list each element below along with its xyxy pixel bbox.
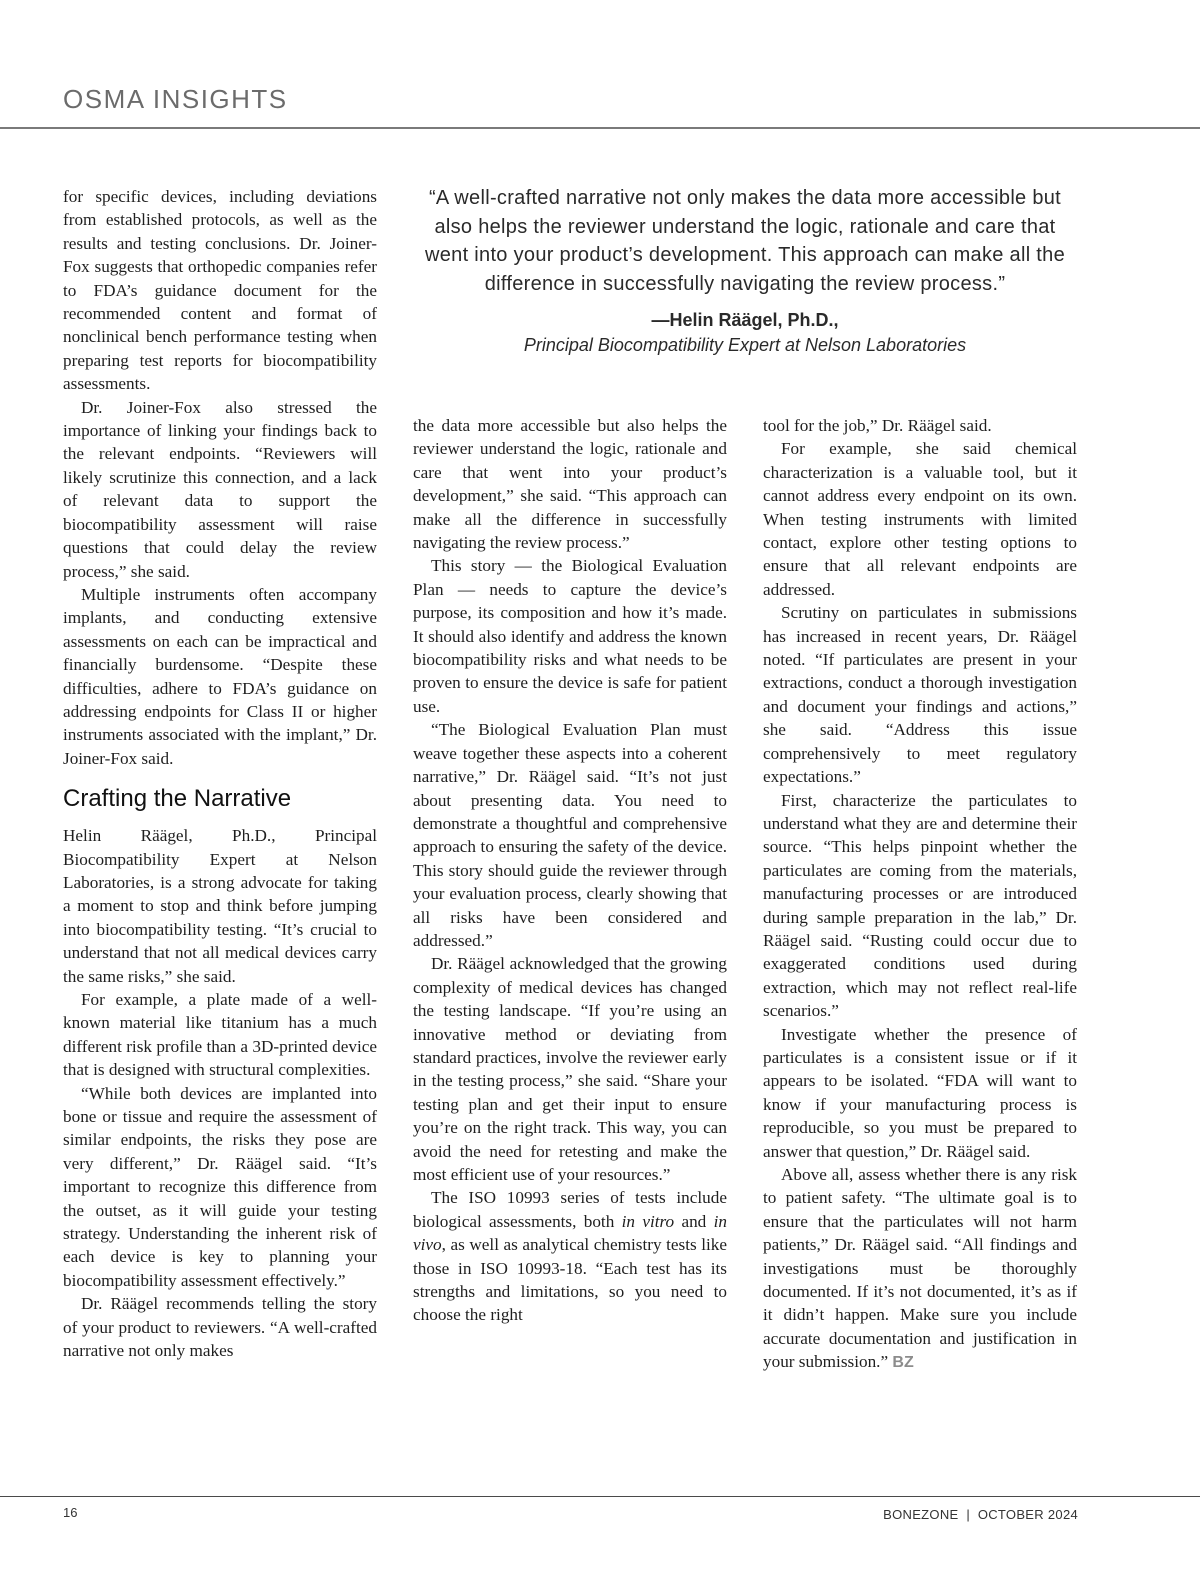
italic-term: in vivo (413, 1211, 727, 1255)
paragraph: Helin Räägel, Ph.D., Principal Biocompatibility Expert at Nelson Laboratories, is a strong advocate for taking a moment to stop and think before jumping into biocompatibility testing. “It’s crucial to understand that not all medical devices carry the same risks,” she said. (63, 826, 377, 986)
text-run: and (674, 1211, 714, 1231)
article-column-3 (763, 414, 1077, 1375)
text-run: The ISO 10993 series of tests include biological assessments, both (413, 1188, 727, 1231)
paragraph: Dr. Räägel acknowledged that the growing complexity of medical devices has changed the testing landscape. “If you’re using an innovative method or deviating from standard practices, involve the reviewer early in the testing process,” she said. “Share your testing plan and get their input to ensure you’re on the right track. This way, you can avoid the need for retesting and make the most efficient use of your resources.” (413, 954, 727, 1184)
paragraph: Scrutiny on particulates in submissions has increased in recent years, Dr. Räägel noted. “If particulates are present in your extractions, conduct a thorough investigation and document your findings and actions,” she said. “Address this issue comprehensively to meet regulatory expectations.” (763, 603, 1077, 787)
footer-divider (0, 1496, 1200, 1497)
pull-quote-author: —Helin Räägel, Ph.D., (651, 310, 839, 330)
paragraph: Multiple instruments often accompany implants, and conducting extensive assessments on each can be impractical and financially burdensome. “Despite these difficulties, adhere to FDA’s guidance on addressing endpoints for Class II or higher instruments associated with the implant,” Dr. Joiner-Fox said. (63, 584, 377, 768)
paragraph (413, 1186, 727, 1326)
end-mark: BZ (892, 1354, 914, 1372)
pull-quote-text: “A well-crafted narrative not only makes the data more accessible but also helps the reviewer understand the logic, rationale and care that went into your product’s development. This approach can make all the difference in successfully navigating the review process.” (424, 187, 1066, 295)
paragraph: the data more accessible but also helps the reviewer understand the logic, rationale and care that went into your product’s development,” she said. “This approach can make all the difference in successfully navigating the review process.” (413, 416, 727, 553)
paragraph: Dr. Joiner-Fox also stressed the importance of linking your findings back to the relevant endpoints. “Reviewers will likely scrutinize this connection, and a lack of relevant data to support the biocompatibility assessment will raise questions that could delay the review process,” she said. (63, 397, 377, 581)
article-column-1 (63, 185, 377, 1363)
paragraph: tool for the job,” Dr. Räägel said. (763, 416, 992, 435)
text-run: Above all, assess whether there is any risk to patient safety. “The ultimate goal is to ensure that the particulates will not harm patients,” Dr. Räägel said. “All findings and investigations must be thoroughly documented. If it’s not documented, it’s as if it didn’t happen. Make sure you include accurate documentation and justification in your submission.” (763, 1165, 1077, 1372)
text-run: , as well as analytical chemistry tests like those in ISO 10993-18. “Each test has its strengths and limitations, so you need to choose the right (413, 1235, 727, 1325)
paragraph: For example, a plate made of a well-known material like titanium has a much different risk profile than a 3D-printed device that is designed with structural complexities. (63, 990, 377, 1080)
paragraph: “The Biological Evaluation Plan must weave together these aspects into a coherent narrative,” Dr. Räägel said. “It’s not just about presenting data. You need to demonstrate a thoughtful and comprehensive approach to ensuring the safety of the device. This story should guide the reviewer through your evaluation process, clearly showing that all risks have been considered and addressed.” (413, 720, 727, 950)
italic-term: in vitro (621, 1211, 675, 1231)
pull-quote (413, 184, 1077, 358)
paragraph: This story — the Biological Evaluation Plan — needs to capture the device’s purpose, its composition and how it’s made. It should also identify and address the known biocompatibility risks and what needs to be proven to ensure the device is safe for patient use. (413, 556, 727, 716)
paragraph: for specific devices, including deviations from established protocols, as well as the results and testing conclusions. Dr. Joiner-Fox suggests that orthopedic companies refer to FDA’s guidance document for the recommended content and format of nonclinical bench performance testing when preparing test reports for biocompatibility assessments. (63, 187, 377, 394)
paragraph: First, characterize the particulates to understand what they are and determine their source. “This helps pinpoint whether the particulates are coming from the materials, manufacturing processes or are introduced during sample preparation in the lab,” Dr. Räägel said. “Rusting could occur due to exaggerated conditions used during extraction, which may not reflect real-life scenarios.” (763, 790, 1077, 1021)
paragraph: Investigate whether the presence of particulates is a consistent issue or if it appears to be isolated. “FDA will want to know if your manufacturing process is reproducible, so you must be prepared to answer that question,” Dr. Räägel said. (763, 1024, 1077, 1161)
section-title: OSMA INSIGHTS (63, 84, 288, 114)
paragraph: For example, she said chemical characterization is a valuable tool, but it cannot address every endpoint on its own. When testing instruments with limited contact, explore other testing options to ensure that all relevant endpoints are addressed. (763, 439, 1077, 599)
pull-quote-role: Principal Biocompatibility Expert at Nelson Laboratories (523, 335, 967, 355)
publication-info: BONEZONE | OCTOBER 2024 (883, 1507, 1078, 1522)
section-heading: Crafting the Narrative (63, 785, 292, 813)
page-number: 16 (63, 1505, 78, 1520)
paragraph: “While both devices are implanted into bone or tissue and require the assessment of similar endpoints, the risks they pose are very different,” Dr. Räägel said. “It’s important to recognize this difference from the outset, as it will guide your testing strategy. Understanding the inherent risk of each device is key to planning your biocompatibility assessment effectively.” (63, 1083, 377, 1290)
header-divider (0, 127, 1200, 129)
article-column-2 (413, 414, 727, 1327)
paragraph (763, 1163, 1077, 1375)
paragraph: Dr. Räägel recommends telling the story of your product to reviewers. “A well-crafted narrative not only makes (63, 1294, 377, 1361)
